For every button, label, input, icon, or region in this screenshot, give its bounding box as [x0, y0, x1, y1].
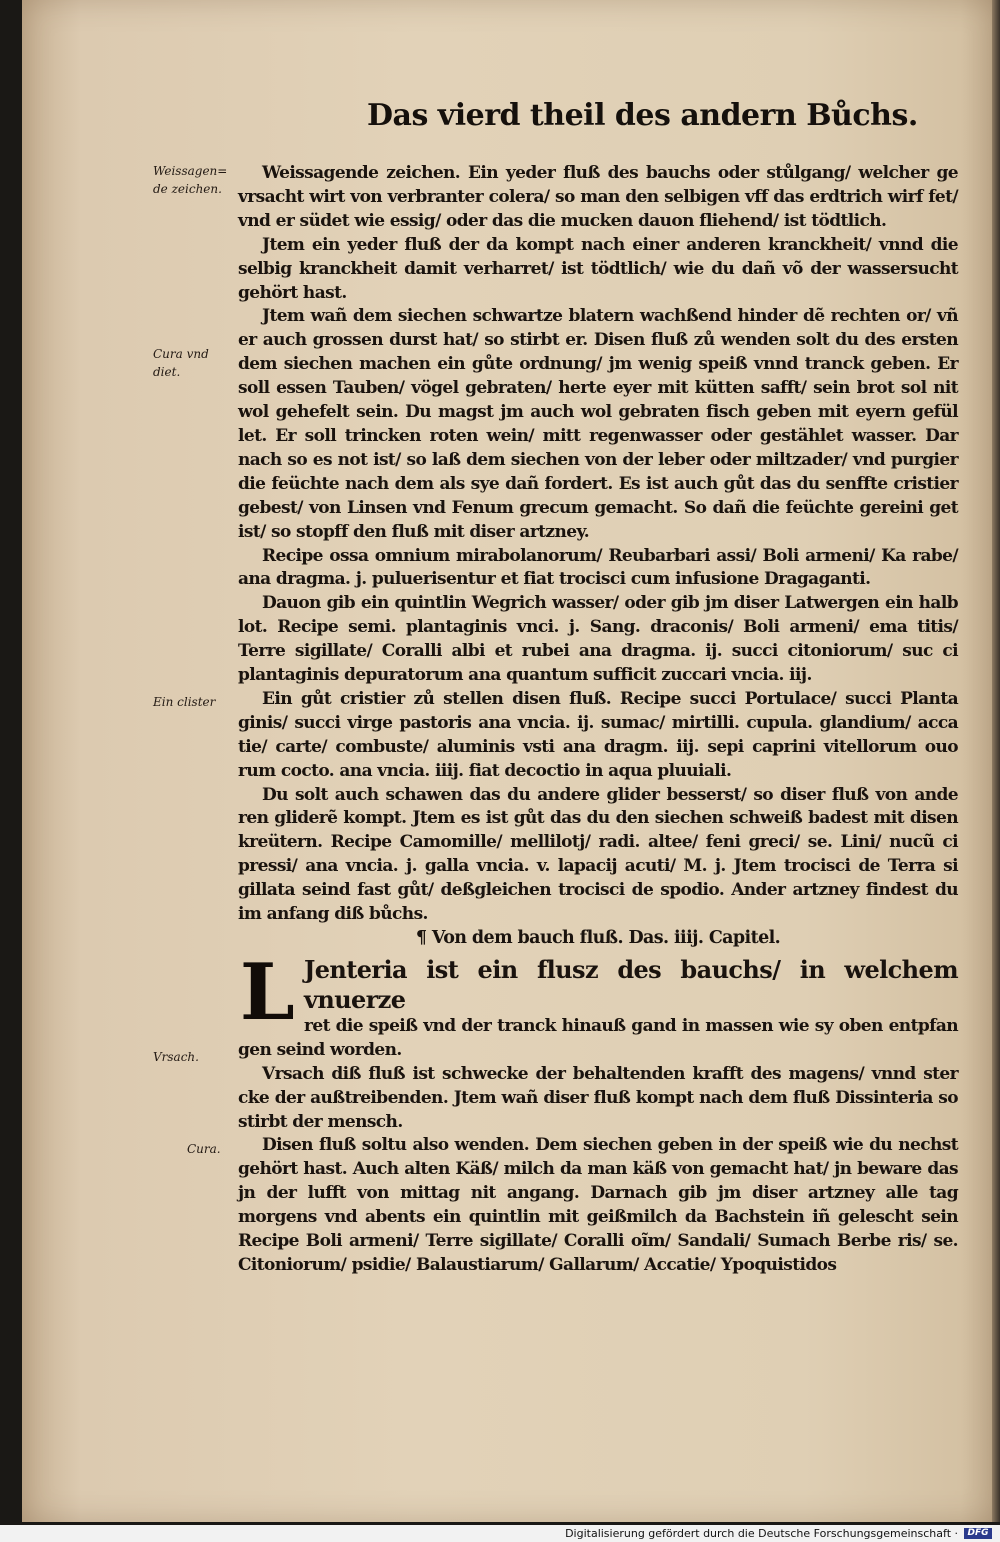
paragraph: Du solt auch schawen das du andere glider besserst/ so diser fluß von ande ren gliderẽ kompt. Jtem es ist gůt das du den siechen schweiß badest mit disen kreütern. Recipe Camomille/ mellilotj/ radi. altee/ feni greci/ se. Lini/ nucũ ci pressi/ ana vncia. j. galla vncia. v. lapacij acuti/ M. j. Jtem trocisci de Terra si gillata seind fast gůt/ deßgleichen trocisci de spodio. Ander artzney findest du im anfang diß bůchs.	[238, 784, 958, 925]
dfg-logo-icon: DFG	[964, 1528, 992, 1539]
margin-note-cura-vnd-diet: Cura vnd diet.	[153, 347, 209, 379]
paragraph: Weissagende zeichen. Ein yeder fluß des bauchs oder stůlgang/ welcher ge vrsacht wirt von verbranter colera/ so man den selbigen vff das erdtrich wirf fet/ vnd er südet wie essig/ oder das die mucken dauon fliehend/ ist tödtlich.	[238, 163, 958, 231]
running-head: Das vierd theil des andern Bůchs.	[367, 98, 918, 133]
paragraph: Jtem wañ dem siechen schwartze blatern wachßend hinder dẽ rechten or/ vñ er auch grossen durst hat/ so stirbt er. Disen fluß zů wenden solt du des ersten dem siechen machen ein gůte ordnung/ jm wenig speiß vnnd tranck geben. Er soll essen Tauben/ vögel gebraten/ herte eyer mit kütten safft/ sein brot sol nit wol gehefelt sein. Du magst jm auch wol gebraten fisch geben mit eyern gefül let. Er soll trincken roten wein/ mitt regenwasser oder gestählet wasser. Dar nach so es not ist/ so laß dem siechen von der leber oder miltzader/ vnd purgier die feüchte nach dem als sye dañ fordert. Es ist auch gůt das du senffte cristier gebest/ von Linsen vnd Fenum grecum gemacht. So dañ die feüchte gereini get ist/ so stopff den fluß mit diser artzney.	[238, 306, 958, 542]
chapter-first-line: Jenteria ist ein flusz des bauchs/ in welchem vnuerze	[304, 954, 958, 1014]
funding-notice: Digitalisierung gefördert durch die Deutsche Forschungsgemeinschaft ·	[565, 1527, 958, 1540]
footer-bar	[0, 1525, 1000, 1542]
chapter-intro-text: ret die speiß vnd der tranck hinauß gand in massen wie sy oben entpfan gen seind worden.	[238, 1015, 958, 1060]
paragraph: Dauon gib ein quintlin Wegrich wasser/ oder gib jm diser Latwergen ein halb lot. Recipe semi. plantaginis vnci. j. Sang. draconis/ Boli armeni/ ema titis/ Terre sigillate/ Coralli albi et rubei ana dragma. ij. succi citoniorum/ suc ci plantaginis depuratorum ana quantum sufficit zuccari vncia. iij.	[238, 593, 958, 686]
drop-cap: L	[239, 946, 295, 1038]
margin-note-ein-clister: Ein clister	[153, 695, 216, 709]
margin-note-weissagende-zeichen: Weissagen= de zeichen.	[153, 164, 228, 196]
paragraph: Disen fluß soltu also wenden. Dem siechen geben in der speiß wie du nechst gehört hast. Auch alten Käß/ milch da man käß von gemacht hat/ jn beware das jn der lufft von mittag nit angang. Darnach gib jm diser artzney alle tag morgens vnd abents ein quintlin mit geißmilch da Bachstein iñ gelescht sein Recipe Boli armeni/ Terre sigillate/ Coralli oĩm/ Sandali/ Sumach Berbe ris/ se. Citoniorum/ psidie/ Balaustiarum/ Gallarum/ Accatie/ Ypoquistidos	[238, 1135, 958, 1275]
chapter-heading: ¶ Von dem bauch fluß. Das. iiij. Capitel.	[415, 928, 781, 948]
margin-note-vrsach: Vrsach.	[153, 1050, 199, 1064]
paragraph: Ein gůt cristier zů stellen disen fluß. Recipe succi Portulace/ succi Planta ginis/ succi virge pastoris ana vncia. ij. sumac/ mirtilli. cupula. glandium/ acca tie/ carte/ combuste/ aluminis vsti ana dragm. iij. sepi caprini vitellorum ouo rum cocto. ana vncia. iiij. fiat decoctio in aqua pluuiali.	[238, 688, 958, 781]
book-page	[22, 0, 1000, 1522]
margin-note-cura: Cura.	[187, 1142, 221, 1156]
page-edge	[992, 0, 1000, 1522]
paragraph: Vrsach diß fluß ist schwecke der behaltenden krafft des magens/ vnnd ster cke der außtreibenden. Jtem wañ diser fluß kompt nach dem fluß Dissinteria so stirbt der mensch.	[238, 1063, 958, 1132]
paragraph: Recipe ossa omnium mirabolanorum/ Reubarbari assi/ Boli armeni/ Ka rabe/ ana dragma. j. puluerisentur et fiat trocisci cum infusione Dragaganti.	[238, 545, 958, 590]
chapter-intro	[238, 946, 958, 1063]
paragraph: Jtem ein yeder fluß der da kompt nach einer anderen kranckheit/ vnnd die selbig kranckheit damit verharret/ ist tödtlich/ wie du dañ võ der wassersucht gehört hast.	[238, 234, 958, 303]
main-text	[238, 162, 958, 1278]
